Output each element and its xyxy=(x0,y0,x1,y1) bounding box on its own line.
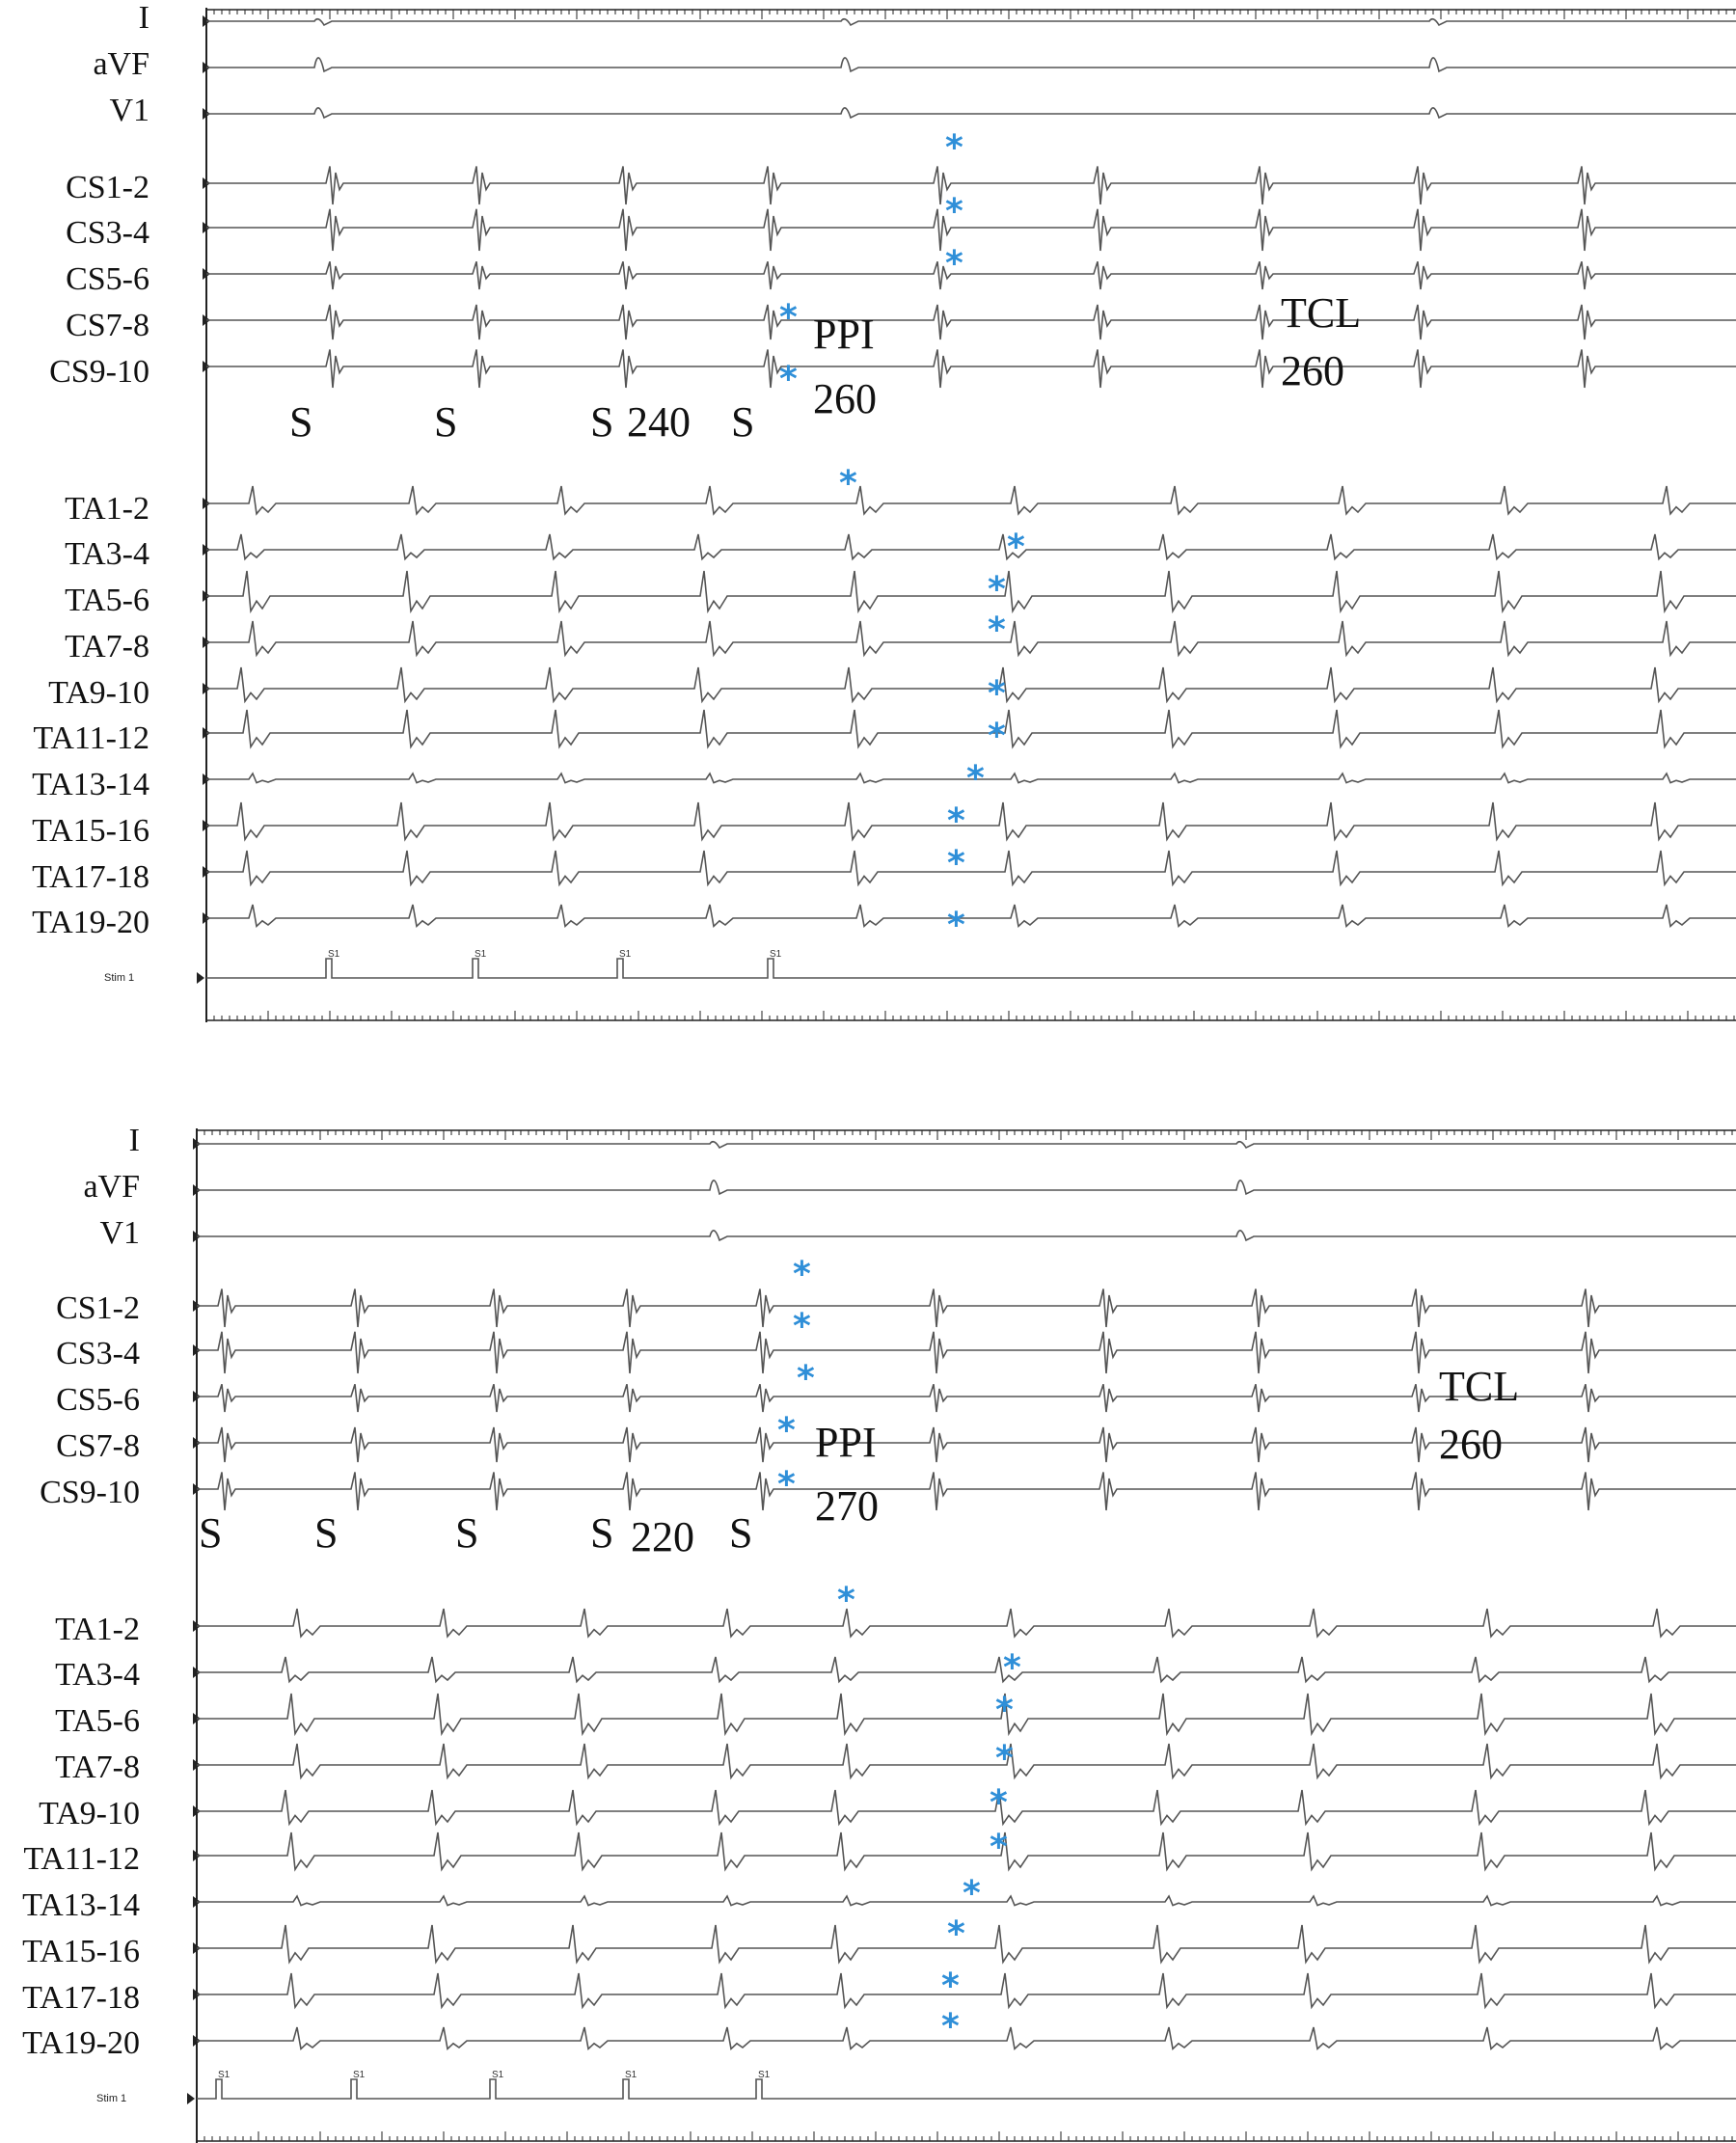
asterisk-marker: * xyxy=(777,1465,796,1505)
egm-trace xyxy=(197,1289,1736,1327)
channel-label-cs5-6: CS5-6 xyxy=(56,1382,140,1418)
channel-label-ta17-18: TA17-18 xyxy=(22,1980,140,2016)
channel-label-I: I xyxy=(138,0,149,36)
egm-trace xyxy=(197,1427,1736,1462)
channel-label-ta9-10: TA9-10 xyxy=(48,675,149,711)
asterisk-marker: * xyxy=(947,844,965,883)
egm-trace xyxy=(206,534,1736,559)
channel-label-ta11-12: TA11-12 xyxy=(33,720,149,756)
stim-marker-label: S1 xyxy=(492,2070,504,2080)
channel-label-cs3-4: CS3-4 xyxy=(66,215,149,251)
asterisk-marker: * xyxy=(945,192,963,231)
channel-label-ta19-20: TA19-20 xyxy=(32,905,149,940)
asterisk-marker: * xyxy=(988,674,1006,714)
asterisk-marker: * xyxy=(966,759,985,799)
channel-label-ta7-8: TA7-8 xyxy=(65,629,149,665)
asterisk-marker: * xyxy=(779,298,798,338)
asterisk-marker: * xyxy=(990,1828,1008,1867)
egm-trace xyxy=(197,1739,1736,1778)
recording-panel-b xyxy=(0,1121,1736,2143)
asterisk-marker: * xyxy=(777,1411,796,1451)
channel-label-cs3-4: CS3-4 xyxy=(56,1336,140,1371)
stim-channel-label: Stim 1 xyxy=(104,972,135,984)
stimulus-s-1: S xyxy=(289,398,313,446)
asterisk-marker: * xyxy=(945,244,963,284)
channel-label-ta11-12: TA11-12 xyxy=(23,1841,140,1877)
asterisk-marker: * xyxy=(995,1739,1014,1778)
tcl-label: TCL xyxy=(1281,289,1362,337)
channel-label-ta17-18: TA17-18 xyxy=(32,859,149,895)
asterisk-marker: * xyxy=(945,128,963,168)
recording-panel-a xyxy=(0,0,1736,1022)
channel-label-ta19-20: TA19-20 xyxy=(22,2025,140,2061)
asterisk-marker: * xyxy=(793,1307,811,1346)
channel-label-cs7-8: CS7-8 xyxy=(56,1428,140,1464)
stim-trace xyxy=(206,959,1736,978)
asterisk-marker: * xyxy=(995,1691,1014,1730)
channel-label-ta5-6: TA5-6 xyxy=(55,1703,140,1739)
channel-label-ta7-8: TA7-8 xyxy=(55,1750,140,1785)
egm-trace xyxy=(197,1472,1736,1510)
ppi-value: 260 xyxy=(813,375,877,422)
channel-label-cs5-6: CS5-6 xyxy=(66,261,149,297)
egm-trace xyxy=(197,1657,1736,1682)
stimulus-s-4: S xyxy=(731,398,755,446)
asterisk-marker: * xyxy=(793,1255,811,1294)
asterisk-marker: * xyxy=(941,2007,960,2047)
egm-trace xyxy=(206,851,1736,884)
stim-marker-label: S1 xyxy=(218,2070,231,2080)
stimulus-s-2: S xyxy=(434,398,458,446)
stimulus-s-5: S xyxy=(729,1509,753,1557)
egm-trace xyxy=(197,1925,1736,1962)
channel-label-ta15-16: TA15-16 xyxy=(22,1934,140,1969)
channel-label-I: I xyxy=(128,1123,140,1158)
egm-trace xyxy=(206,166,1736,204)
egm-trace xyxy=(206,349,1736,388)
asterisk-marker: * xyxy=(947,906,965,945)
asterisk-marker: * xyxy=(797,1359,815,1398)
channel-label-cs1-2: CS1-2 xyxy=(66,170,149,205)
channel-label-cs7-8: CS7-8 xyxy=(66,308,149,343)
asterisk-marker: * xyxy=(1007,528,1025,567)
egm-trace xyxy=(197,1973,1736,2007)
channel-label-ta1-2: TA1-2 xyxy=(65,491,149,527)
egm-traces-a xyxy=(0,0,1736,1022)
stim-marker-label: S1 xyxy=(625,2070,637,2080)
egm-trace xyxy=(206,108,1736,118)
channel-label-aVF: aVF xyxy=(83,1169,140,1205)
asterisk-marker: * xyxy=(988,717,1006,756)
cycle-length-value: 240 xyxy=(627,398,691,446)
egm-trace xyxy=(197,1231,1736,1240)
egm-trace xyxy=(206,571,1736,611)
stimulus-s-4: S xyxy=(590,1509,614,1557)
stim-marker-label: S1 xyxy=(758,2070,771,2080)
egm-trace xyxy=(206,621,1736,655)
stimulus-s-2: S xyxy=(314,1509,339,1557)
channel-label-ta15-16: TA15-16 xyxy=(32,813,149,849)
channel-label-V1: V1 xyxy=(99,1215,140,1251)
stim-marker-label: S1 xyxy=(475,949,487,960)
egm-traces-b xyxy=(0,1121,1736,2143)
channel-label-ta9-10: TA9-10 xyxy=(39,1796,140,1831)
egm-trace xyxy=(206,905,1736,926)
stimulus-s-3: S xyxy=(455,1509,479,1557)
egm-trace xyxy=(197,1180,1736,1194)
egm-trace xyxy=(197,1691,1736,1734)
tcl-label: TCL xyxy=(1439,1363,1520,1410)
asterisk-marker: * xyxy=(1003,1648,1021,1688)
stimulus-s-3: S xyxy=(590,398,614,446)
asterisk-marker: * xyxy=(988,570,1006,610)
asterisk-marker: * xyxy=(837,1581,855,1620)
channel-label-V1: V1 xyxy=(109,93,149,128)
channel-label-ta5-6: TA5-6 xyxy=(65,583,149,618)
channel-label-cs9-10: CS9-10 xyxy=(40,1475,140,1510)
egm-trace xyxy=(206,710,1736,746)
stim-marker-label: S1 xyxy=(770,949,782,960)
egm-trace xyxy=(197,1609,1736,1637)
stim-trace xyxy=(197,2079,1736,2099)
asterisk-marker: * xyxy=(988,610,1006,650)
stim-marker-label: S1 xyxy=(353,2070,366,2080)
stim-marker-label: S1 xyxy=(619,949,632,960)
stim-channel-label: Stim 1 xyxy=(96,2093,127,2104)
asterisk-marker: * xyxy=(990,1783,1008,1823)
stim-marker-label: S1 xyxy=(328,949,340,960)
channel-label-ta13-14: TA13-14 xyxy=(32,767,149,802)
asterisk-marker: * xyxy=(779,360,798,399)
channel-label-ta3-4: TA3-4 xyxy=(65,536,149,572)
egm-trace xyxy=(206,19,1736,25)
egm-trace xyxy=(206,486,1736,514)
cycle-length-value: 220 xyxy=(631,1513,694,1560)
egm-trace xyxy=(206,305,1736,339)
channel-label-cs1-2: CS1-2 xyxy=(56,1290,140,1326)
asterisk-marker: * xyxy=(947,1914,965,1954)
tcl-value: 260 xyxy=(1439,1421,1503,1468)
channel-label-ta3-4: TA3-4 xyxy=(55,1657,140,1693)
asterisk-marker: * xyxy=(839,464,857,503)
egm-trace xyxy=(197,1828,1736,1869)
egm-trace xyxy=(197,2027,1736,2048)
channel-label-cs9-10: CS9-10 xyxy=(49,354,149,390)
tcl-value: 260 xyxy=(1281,347,1344,394)
egm-trace xyxy=(206,209,1736,251)
channel-label-aVF: aVF xyxy=(93,46,149,82)
egm-trace xyxy=(206,58,1736,71)
asterisk-marker: * xyxy=(963,1874,981,1913)
stim-arrow xyxy=(197,972,204,984)
stim-arrow xyxy=(187,2093,195,2104)
ppi-value: 270 xyxy=(815,1482,879,1530)
channel-label-ta13-14: TA13-14 xyxy=(22,1887,140,1923)
ppi-label: PPI xyxy=(813,311,875,358)
egm-trace xyxy=(197,1790,1736,1824)
asterisk-marker: * xyxy=(941,1967,960,2006)
egm-trace xyxy=(197,1142,1736,1148)
egm-trace xyxy=(206,667,1736,701)
ppi-label: PPI xyxy=(815,1419,877,1466)
channel-label-ta1-2: TA1-2 xyxy=(55,1612,140,1647)
egm-trace xyxy=(206,261,1736,289)
egm-trace xyxy=(206,802,1736,839)
stimulus-s-1: S xyxy=(199,1509,223,1557)
asterisk-marker: * xyxy=(947,801,965,841)
